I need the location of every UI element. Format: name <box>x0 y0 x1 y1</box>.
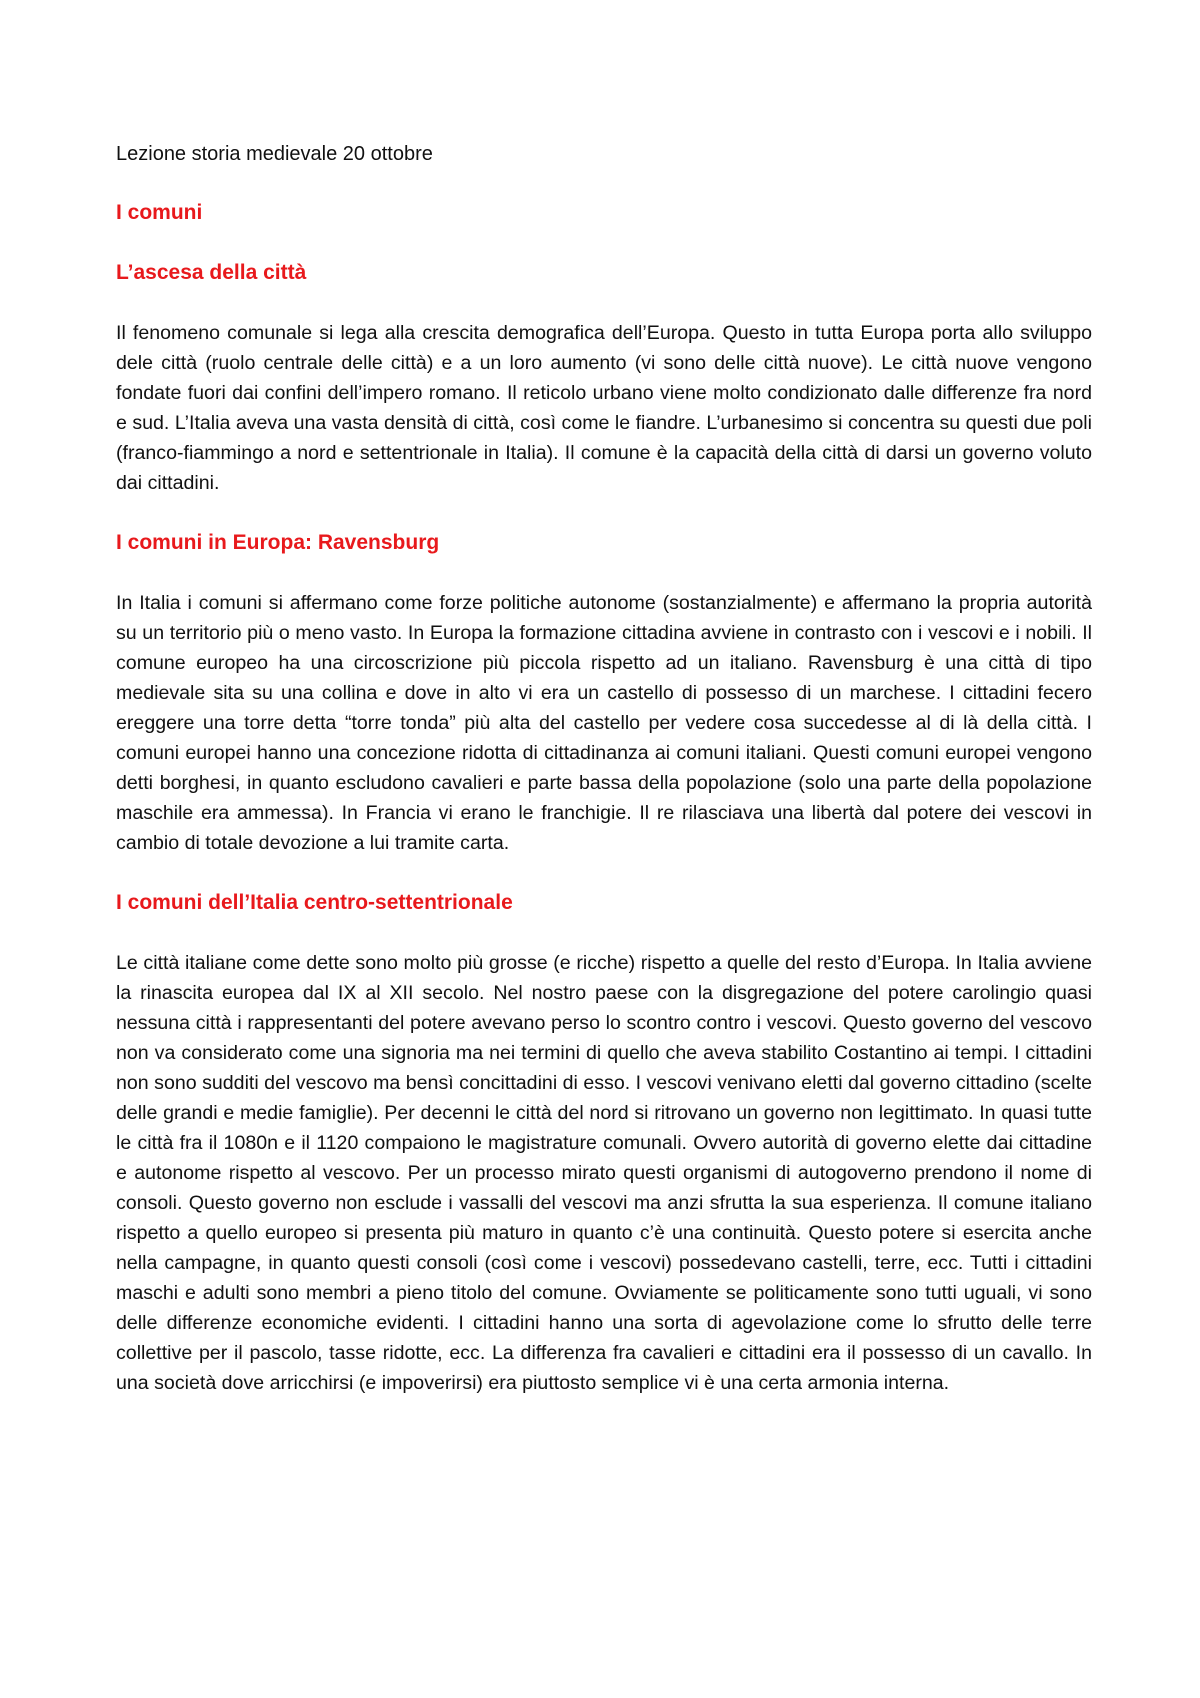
section-heading-italia: I comuni dell’Italia centro-settentrionale <box>116 891 513 914</box>
document-title: Lezione storia medievale 20 ottobre <box>116 143 433 165</box>
document-page <box>116 140 1092 1398</box>
main-heading: I comuni <box>116 201 203 224</box>
paragraph-ascesa: Il fenomeno comunale si lega alla crescita demografica dell’Europa. Questo in tutta Europa porta allo sviluppo dele città (ruolo centrale delle città) e a un loro aumento (vi sono delle città nuove). Le città nuove vengono fondate fuori dai confini dell’impero romano. Il reticolo urbano viene molto condizionato dalle differenze fra nord e sud. L’Italia aveva una vasta densità di città, così come le fiandre. L’urbanesimo si concentra su questi due poli (franco-fiammingo a nord e settentrionale in Italia). Il comune è la capacità della città di darsi un governo voluto dai cittadini. <box>116 322 1092 494</box>
section-heading-ascesa: L’ascesa della città <box>116 261 307 284</box>
section-heading-ravensburg: I comuni in Europa: Ravensburg <box>116 531 440 554</box>
paragraph-ravensburg: In Italia i comuni si affermano come forze politiche autonome (sostanzialmente) e affermano la propria autorità su un territorio più o meno vasto. In Europa la formazione cittadina avviene in contrasto con i vescovi e i nobili. Il comune europeo ha una circoscrizione più piccola rispetto ad un italiano. Ravensburg è una città di tipo medievale sita su una collina e dove in alto vi era un castello di possesso di un marchese. I cittadini fecero ereggere una torre detta “torre tonda” più alta del castello per vedere cosa succedesse al di là della città. I comuni europei hanno una concezione ridotta di cittadinanza ai comuni italiani. Questi comuni europei vengono detti borghesi, in quanto escludono cavalieri e parte bassa della popolazione (solo una parte della popolazione maschile era ammessa). In Francia vi erano le franchigie. Il re rilasciava una libertà dal potere dei vescovi in cambio di totale devozione a lui tramite carta. <box>116 592 1092 854</box>
paragraph-italia: Le città italiane come dette sono molto più grosse (e ricche) rispetto a quelle del resto d’Europa. In Italia avviene la rinascita europea dal IX al XII secolo. Nel nostro paese con la disgregazione del potere carolingio quasi nessuna città i rappresentanti del potere avevano perso lo scontro contro i vescovi. Questo governo del vescovo non va considerato come una signoria ma nei termini di quello che aveva stabilito Costantino ai tempi. I cittadini non sono sudditi del vescovo ma bensì concittadini di esso. I vescovi venivano eletti dal governo cittadino (scelte delle grandi e medie famiglie). Per decenni le città del nord si ritrovano un governo non legittimato. In quasi tutte le città fra il 1080n e il 1120 compaiono le magistrature comunali. Ovvero autorità di governo elette dai cittadine e autonome rispetto al vescovo. Per un processo mirato questi organismi di autogoverno prendono il nome di consoli. Questo governo non esclude i vassalli del vescovi ma anzi sfrutta la sua esperienza. Il comune italiano rispetto a quello europeo si presenta più maturo in quanto c’è una continuità. Questo potere si esercita anche nella campagne, in quanto questi consoli (così come i vescovi) possedevano castelli, terre, ecc. Tutti i cittadini maschi e adulti sono membri a pieno titolo del comune. Ovviamente se politicamente sono tutti uguali, vi sono delle differenze economiche evidenti. I cittadini hanno una sorta di agevolazione come lo sfrutto delle terre collettive per il pascolo, tasse ridotte, ecc. La differenza fra cavalieri e cittadini era il possesso di un cavallo. In una società dove arricchirsi (e impoverirsi) era piuttosto semplice vi è una certa armonia interna. <box>116 952 1092 1394</box>
